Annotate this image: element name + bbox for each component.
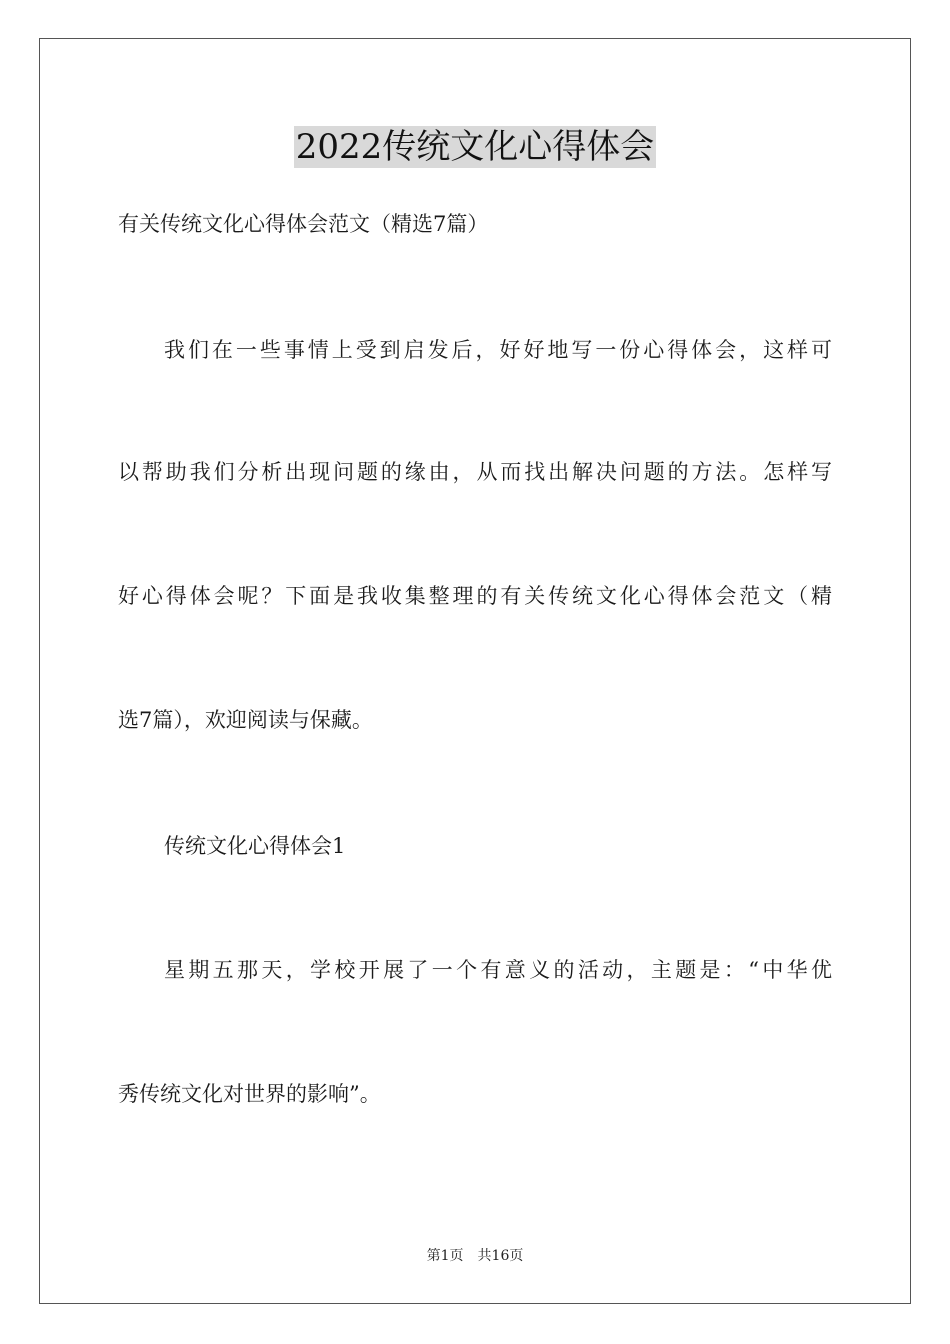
document-title: 2022传统文化心得体会	[295, 127, 655, 167]
document-subtitle: 有关传统文化心得体会范文（精选7篇）	[118, 212, 489, 236]
intro-line-4: 选7篇），欢迎阅读与保藏。	[118, 708, 373, 732]
title-container	[0, 126, 950, 168]
section-line-2: 秀传统文化对世界的影响”。	[118, 1082, 381, 1106]
section-line-1: 星期五那天，学校开展了一个有意义的活动，主题是：“中华优	[164, 958, 832, 982]
intro-line-1: 我们在一些事情上受到启发后，好好地写一份心得体会，这样可	[164, 338, 832, 362]
intro-line-3: 好心得体会呢？下面是我收集整理的有关传统文化心得体会范文（精	[118, 584, 832, 608]
section-heading: 传统文化心得体会1	[164, 834, 346, 858]
intro-line-2: 以帮助我们分析出现问题的缘由，从而找出解决问题的方法。怎样写	[118, 460, 832, 484]
page-footer	[0, 1246, 950, 1266]
page-number-total: 共16页	[477, 1248, 524, 1264]
page-number-current: 第1页	[426, 1248, 464, 1264]
